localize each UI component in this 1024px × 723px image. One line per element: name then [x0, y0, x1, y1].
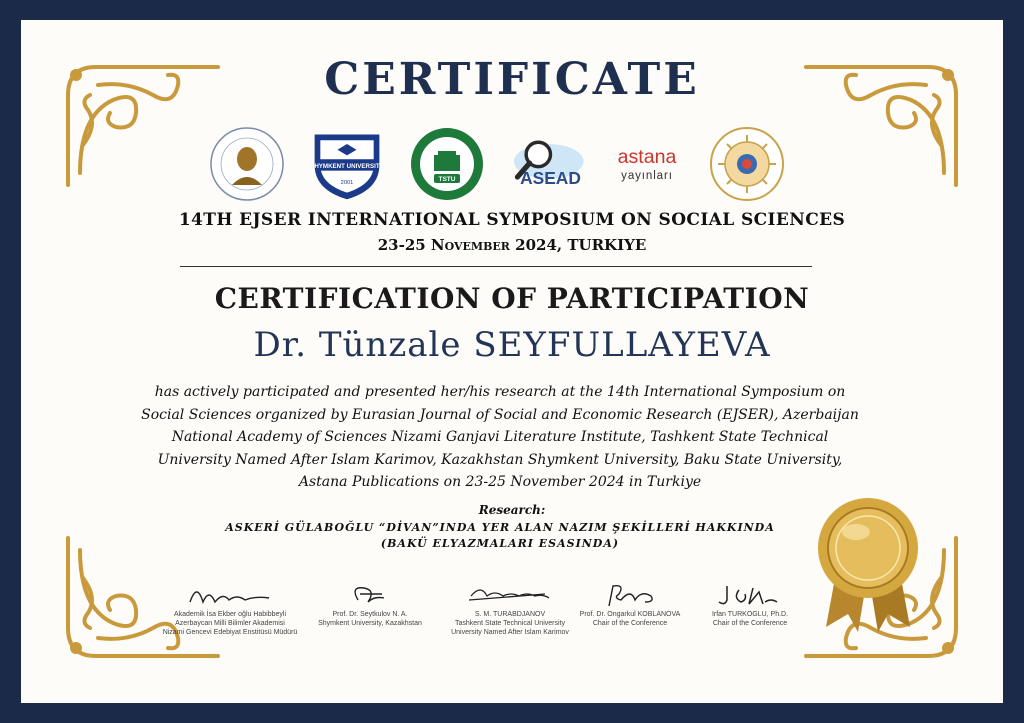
symposium-date: 23-25 November 2024, TURKIYE: [377, 236, 647, 254]
signatory-name: Irfan TURKOGLU, Ph.D.: [711, 611, 789, 618]
shymkent-logo-text: SHYMKENT UNIVERSITY: [310, 162, 384, 170]
divider-line: [180, 266, 812, 267]
signatory-title: Chair of the Conference: [712, 620, 788, 627]
astana-logo-top: astana: [617, 146, 677, 169]
signatory-title: Chair of the Conference: [592, 620, 668, 627]
astana-logo-bottom: yayınları: [621, 170, 673, 183]
statement-line: University Named After Islam Karimov, Kazakhstan Shymkent University, Baku State University,: [157, 451, 843, 468]
signatory-title: Azerbaycan Milli Bilimler Akademisi: [175, 620, 285, 627]
statement-line: has actively participated and presented her/his research at the 14th International Symposium on: [154, 384, 846, 400]
signature-mark: [465, 580, 555, 610]
research-title-line: ASKERİ GÜLABOĞLU “DİVAN”INDA YER ALAN NAZIM ŞEKİLLERİ HAKKINDA: [225, 521, 775, 534]
azerbaijan-academy-logo: [207, 125, 287, 203]
tstu-logo-text: TSTU: [438, 176, 456, 183]
signature-block: [300, 580, 440, 628]
shymkent-university-logo: [307, 125, 387, 203]
signature-mark: [595, 580, 665, 610]
statement-line: Astana Publications on 23-25 November 2024 in Turkiye: [298, 474, 702, 490]
shymkent-logo-year: 2001: [340, 180, 354, 186]
signature-row: [162, 580, 800, 660]
signature-block: [560, 580, 700, 628]
signatory-name: Prof. Dr. Ongarkul KOBLANOVA: [579, 611, 681, 618]
signatory-title: Shymkent University, Kazakhstan: [318, 620, 422, 627]
signatory-title: Nizami Gencevi Edebiyat Enstitüsü Müdürü: [162, 629, 298, 636]
signatory-name: S. M. TURABDJANOV: [474, 611, 546, 618]
gold-seal-icon: [808, 492, 928, 632]
tstu-logo: [407, 125, 487, 203]
research-title-line: (BAKÜ ELYAZMALARI ESASINDA): [380, 537, 620, 550]
statement-line: Social Sciences organized by Eurasian Journal of Social and Economic Research (EJSER), Azerbaijan: [141, 406, 859, 423]
certificate-type: CERTIFICATION OF PARTICIPATION: [214, 282, 810, 315]
asead-logo: [507, 125, 587, 203]
signature-mark: [340, 580, 400, 610]
signature-mark: [185, 580, 275, 610]
asead-logo-text: ASEAD: [520, 168, 581, 188]
signatory-title: University Named After Islam Karimov: [451, 629, 569, 636]
signature-block: [160, 580, 300, 637]
signature-block: [440, 580, 580, 637]
signature-mark: [715, 580, 785, 610]
statement-line: National Academy of Sciences Nizami Ganjavi Literature Institute, Tashkent State Technical: [171, 429, 829, 445]
recipient-name: Dr. Tünzale SEYFULLAYEVA: [253, 325, 771, 365]
signature-block: [680, 580, 820, 628]
certificate-title: CERTIFICATE: [324, 54, 700, 105]
signatory-name: Prof. Dr. Seytkulov N. A.: [332, 611, 408, 618]
signatory-title: Tashkent State Technical University: [455, 620, 565, 627]
baku-state-university-logo: [707, 125, 787, 203]
symposium-name: 14TH EJSER INTERNATIONAL SYMPOSIUM ON SOCIAL SCIENCES: [178, 210, 846, 230]
research-title: [150, 520, 850, 552]
signatory-name: Akademik İsa Ekber oğlu Habibbeyli: [173, 611, 287, 618]
participation-statement: [120, 381, 880, 494]
logo-row: [207, 124, 787, 204]
astana-yayinlari-logo: [607, 125, 687, 203]
research-label: Research:: [478, 503, 546, 517]
